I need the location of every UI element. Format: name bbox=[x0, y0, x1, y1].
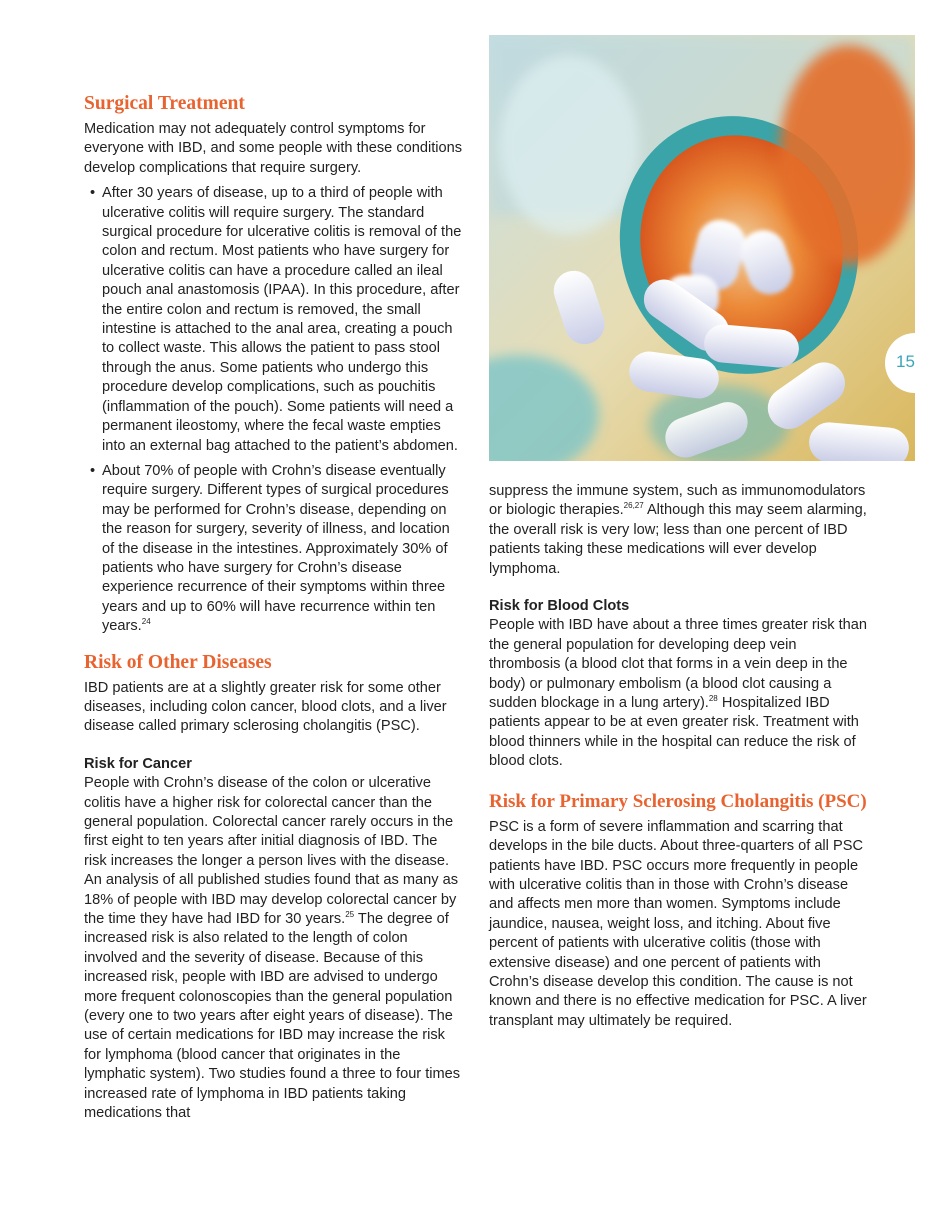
subheading-risk-blood-clots: Risk for Blood Clots bbox=[489, 598, 630, 615]
cancer-text-a: People with Crohn’s disease of the colon or ulcerative colitis have a higher risk for colorectal cancer than the general population. Colorectal cancer rarely occurs in the first eight to ten years after initial diagnosis of IBD. The risk increases the longer a person lives with the disease. An analysis of all published studies found that as many as 18% of people with IBD may develop colorectal cancer by the time they have had IBD for 30 years. bbox=[84, 775, 458, 928]
surgical-bullet-list bbox=[84, 184, 464, 636]
right-column bbox=[489, 482, 871, 1031]
list-item bbox=[84, 184, 464, 456]
cancer-paragraph-continued bbox=[489, 482, 871, 579]
list-item bbox=[84, 462, 464, 637]
other-intro: IBD patients are at a slightly greater risk for some other diseases, including colon cancer, blood clots, and a liver disease called primary sclerosing cholangitis (PSC). bbox=[84, 679, 447, 735]
page-number: 15 bbox=[896, 352, 915, 371]
clots-text-a: People with IBD have about a three times greater risk than the general population for developing deep vein thrombosis (a blood clot that forms in a vein deep in the body) or pulmonary embolism (a blood clot causing a sudden blockage in a lung artery). bbox=[489, 617, 868, 712]
reference-superscript: 26,27 bbox=[623, 501, 644, 511]
heading-surgical-treatment: Surgical Treatment bbox=[84, 93, 245, 114]
bullet-text: About 70% of people with Crohn’s disease eventually require surgery. Different types of surgical procedures may be performed for Crohn’s disease, depending on the reason for surgery, severity of illness, and location of the disease in the intestines. Approximately 30% of patients who have surgery for Crohn’s disease experience recurrence of their symptoms within three years and up to 60% will have recurrence within ten years. bbox=[102, 462, 450, 635]
reference-superscript: 28 bbox=[708, 694, 718, 704]
page-number-tab bbox=[885, 333, 950, 393]
surgical-intro: Medication may not adequately control symptoms for everyone with IBD, and some people with these conditions develop complications that require surgery. bbox=[84, 121, 463, 176]
left-column bbox=[84, 92, 464, 1124]
reference-superscript: 24 bbox=[141, 617, 151, 627]
pills-image bbox=[489, 35, 915, 461]
cancer-cont-a: suppress the immune system, such as immunomodulators or biologic therapies. bbox=[489, 483, 866, 519]
cancer-cont-b: Although this may seem alarming, the overall risk is very low; less than one percent of IBD patients taking these medications will ever develop lymphoma. bbox=[489, 502, 867, 577]
heading-risk-psc: Risk for Primary Sclerosing Cholangitis (PSC) bbox=[489, 790, 867, 812]
cancer-text-b: The degree of increased risk is also related to the length of colon involved and the severity of disease. Because of this increased risk, people with IBD are advised to undergo more frequent colonoscopies than the general population (every one to two years after eight years of disease). The use of certain medications for IBD may increase the risk for lymphoma (blood cancer that originates in the lymphatic system). Two studies found a three to four times increased rate of lymphoma in IBD patients taking medications that bbox=[84, 911, 461, 1122]
cancer-paragraph bbox=[84, 774, 464, 1123]
clots-paragraph bbox=[489, 616, 871, 771]
bullet-text: After 30 years of disease, up to a third of people with ulcerative colitis will require surgery. The standard surgical procedure for ulcerative colitis is removal of the colon and rectum. Most patients who have surgery for ulcerative colitis can have a procedure called an ileal pouch anal anastomosis (IPAA). In this procedure, after the entire colon and rectum is removed, the small intestine is attached to the anal area, creating a pouch to collect waste. This allows the patient to pass stool through the anus. Some patients who undergo this procedure develop complications, such as pouchitis (inflammation of the pouch). Some patients will need a permanent ileostomy, where the fecal waste empties into an external bag attached to the patient’s abdomen. bbox=[102, 185, 462, 454]
clots-text-b: Hospitalized IBD patients appear to be at even greater risk. Treatment with blood thinners while in the hospital can reduce the risk of blood clots. bbox=[489, 695, 859, 770]
reference-superscript: 25 bbox=[345, 910, 355, 920]
heading-risk-other-diseases: Risk of Other Diseases bbox=[84, 651, 272, 673]
psc-paragraph: PSC is a form of severe inflammation and scarring that develops in the bile ducts. About three-quarters of all PSC patients have IBD. PSC occurs more frequently in people with ulcerative colitis than in those with Crohn’s disease and affects men more than women. Symptoms include jaundice, nausea, weight loss, and itching. About five percent of patients with ulcerative colitis (those with extensive disease) and one percent of patients with Crohn’s disease develop this condition. The cause is not known and there is no effective medication for PSC. A liver transplant may ultimately be required. bbox=[489, 818, 867, 1029]
subheading-risk-cancer: Risk for Cancer bbox=[84, 755, 192, 772]
pills-photo bbox=[489, 35, 915, 461]
